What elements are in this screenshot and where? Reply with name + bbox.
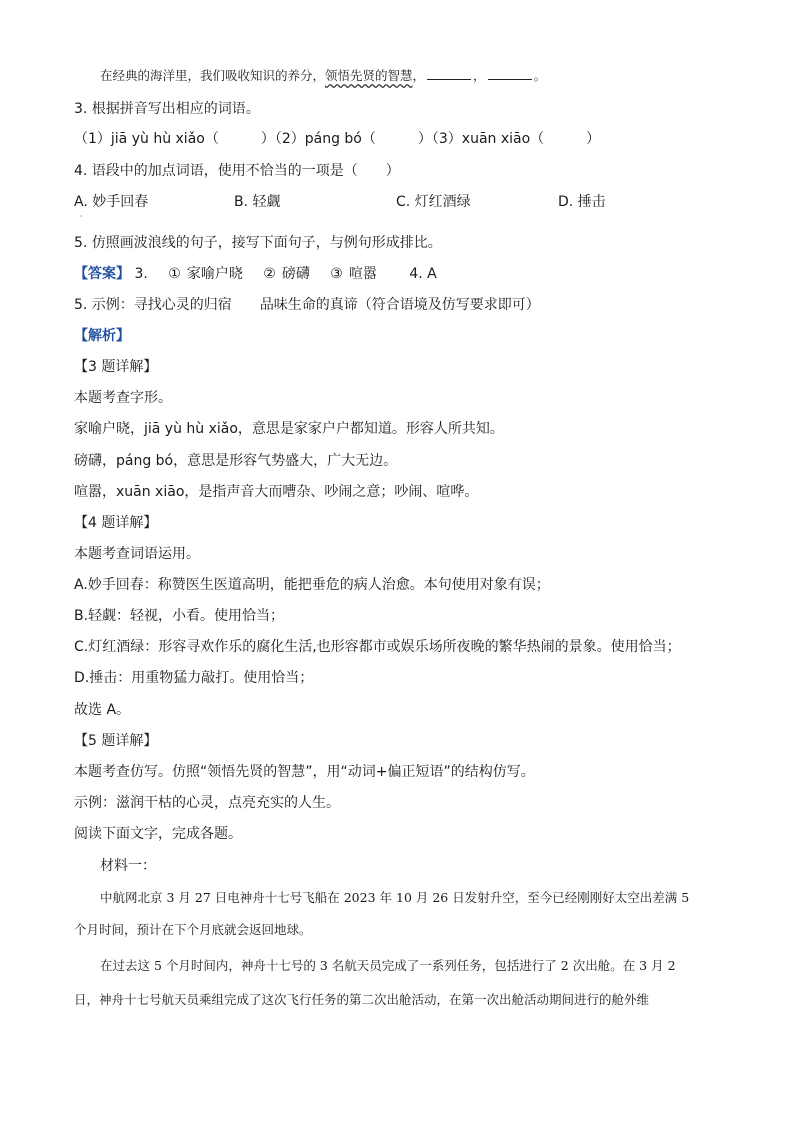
detail-4-c: C.灯红酒绿：形容寻欢作乐的腐化生活,也形容都市或娱乐场所夜晚的繁华热闹的景象。使用恰当； bbox=[74, 639, 681, 655]
detail-4-title: 【4 题详解】 bbox=[74, 515, 158, 531]
answer-5: 5. 示例：寻找心灵的归宿 品味生命的真谛（符合语境及仿写要求即可） bbox=[74, 297, 540, 313]
material-1-para-2-line-2: 日，神舟十七号航天员乘组完成了这次飞行任务的第二次出舱活动，在第一次出舱活动期间进行的舱外维 bbox=[74, 992, 650, 1007]
material-1-para-1-line-2: 个月时间，预计在下个月底就会返回地球。 bbox=[74, 922, 312, 937]
detail-4-intro: 本题考查词语运用。 bbox=[74, 546, 200, 562]
option-a: A. 妙手回春 bbox=[74, 194, 149, 210]
detail-5-intro: 本题考查仿写。仿照“领悟先贤的智慧”，用“动词+偏正短语”的结构仿写。 bbox=[74, 764, 535, 780]
question-3-title: 3. 根据拼音写出相应的词语。 bbox=[74, 101, 260, 117]
material-1-para-2-line-1: 在过去这 5 个月时间内，神舟十七号的 3 名航天员完成了一系列任务，包括进行了 2 次出舱。在 3 月 2 bbox=[100, 958, 676, 973]
detail-4-a: A.妙手回春：称赞医生医道高明，能把垂危的病人治愈。本句使用对象有误； bbox=[74, 577, 550, 593]
option-c: C. 灯红酒绿 bbox=[396, 194, 471, 210]
detail-3-intro: 本题考查字形。 bbox=[74, 390, 172, 406]
answer-blank-1 bbox=[427, 67, 471, 80]
detail-3-line-2: 磅礴，páng bó，意思是形容气势盛大，广大无边。 bbox=[74, 453, 398, 469]
intro-sentence: 在经典的海洋里，我们吸收知识的养分，领悟先贤的智慧， ， 。 bbox=[100, 68, 547, 83]
dot-mark: · bbox=[80, 212, 83, 221]
detail-3-title: 【3 题详解】 bbox=[74, 359, 158, 375]
answer-line: 【答案】 3. ① 家喻户晓 ② 磅礴 ③ 喧嚣 4. A bbox=[74, 266, 437, 282]
material-1-label: 材料一： bbox=[100, 858, 156, 874]
detail-5-title: 【5 题详解】 bbox=[74, 733, 158, 749]
detail-3-line-1: 家喻户晓，jiā yù hù xiǎo，意思是家家户户都知道。形容人所共知。 bbox=[74, 421, 504, 437]
detail-3-line-3: 喧嚣，xuān xiāo，是指声音大而嘈杂、吵闹之意；吵闹、喧哗。 bbox=[74, 484, 479, 500]
detail-5-example: 示例：滋润干枯的心灵，点亮充实的人生。 bbox=[74, 795, 340, 811]
option-b: B. 轻觑 bbox=[234, 194, 281, 210]
analysis-tag: 【解析】 bbox=[74, 328, 130, 344]
question-3-items: （1）jiā yù hù xiǎo（ ）（2）páng bó（ ）（3）xuān xiāo（ ） bbox=[74, 131, 601, 147]
question-5-title: 5. 仿照画波浪线的句子，接写下面句子，与例句形成排比。 bbox=[74, 235, 442, 251]
option-d: D. 捶击 bbox=[558, 194, 606, 210]
question-4-title: 4. 语段中的加点词语，使用不恰当的一项是（ ） bbox=[74, 163, 400, 179]
answer-tag: 【答案】 bbox=[74, 266, 130, 282]
reading-intro: 阅读下面文字，完成各题。 bbox=[74, 826, 242, 842]
detail-4-d: D.捶击：用重物猛力敲打。使用恰当； bbox=[74, 670, 314, 686]
detail-4-end: 故选 A。 bbox=[74, 702, 131, 718]
wavy-underlined-phrase: 领悟先贤的智慧 bbox=[325, 68, 413, 83]
material-1-para-1-line-1: 中航网北京 3 月 27 日电神舟十七号飞船在 2023 年 10 月 26 日发射升空，至今已经刚刚好太空出差满 5 bbox=[100, 890, 690, 905]
intro-text: 在经典的海洋里，我们吸收知识的养分， bbox=[100, 68, 326, 83]
answer-blank-2 bbox=[488, 67, 532, 80]
detail-4-b: B.轻觑：轻视，小看。使用恰当； bbox=[74, 608, 285, 624]
